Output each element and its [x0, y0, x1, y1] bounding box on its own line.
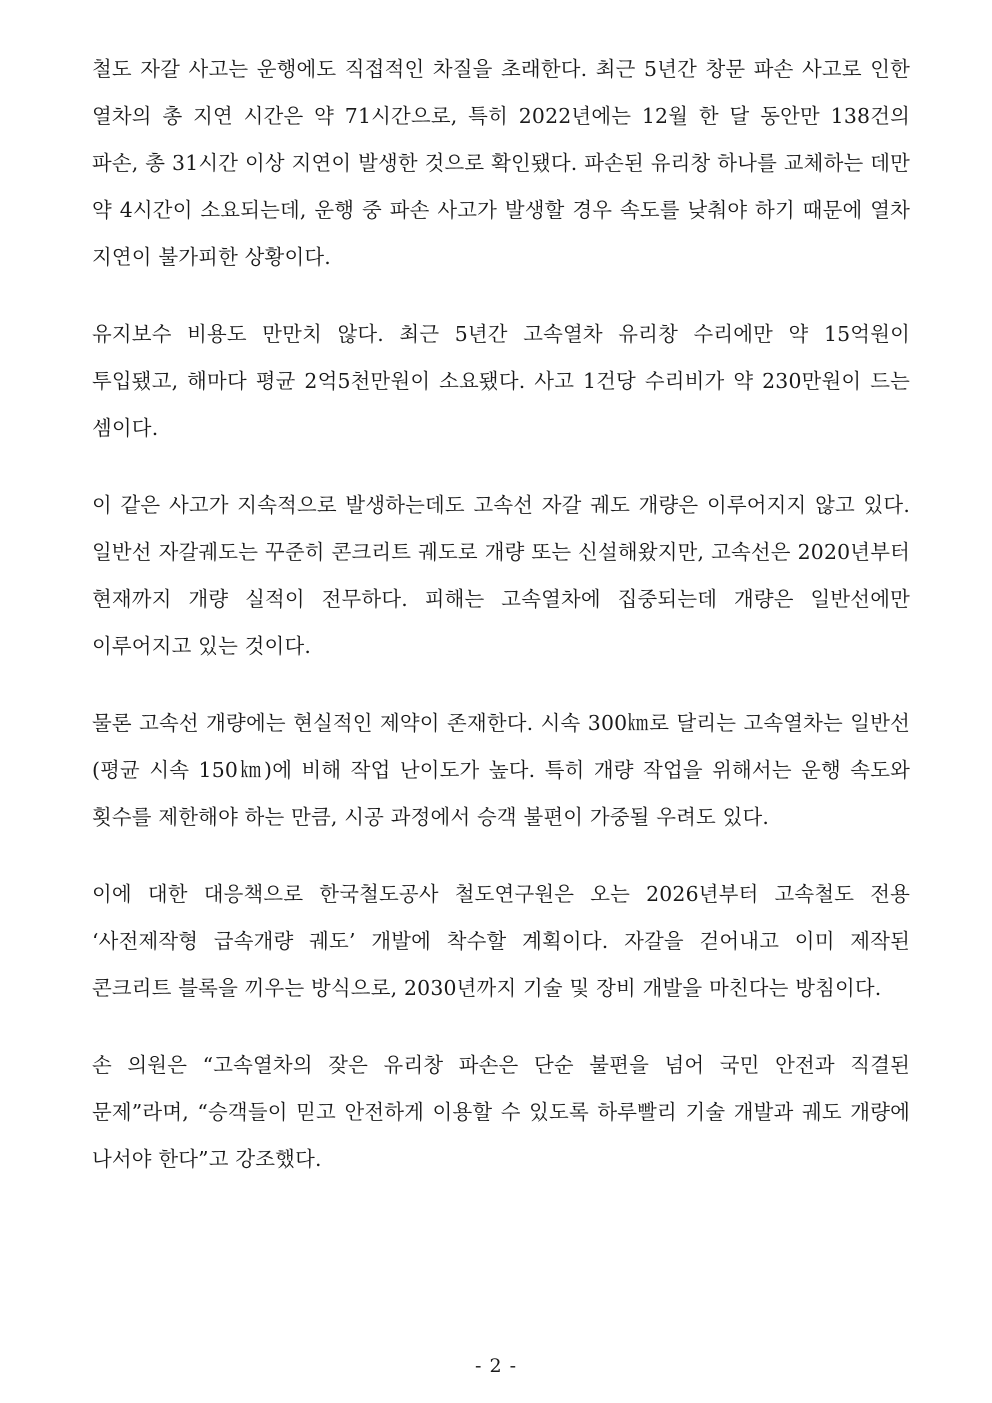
paragraph: 유지보수 비용도 만만치 않다. 최근 5년간 고속열차 유리창 수리에만 약 15억원이 투입됐고, 해마다 평균 2억5천만원이 소요됐다. 사고 1건당 수리비가 약 230만원이 드는 셈이다.: [92, 322, 910, 440]
paragraph: 이에 대한 대응책으로 한국철도공사 철도연구원은 오는 2026년부터 고속철도 전용 ‘사전제작형 급속개량 궤도’ 개발에 착수할 계획이다. 자갈을 걷어내고 이미 제작된 콘크리트 블록을 끼우는 방식으로, 2030년까지 기술 및 장비 개발을 마친다는 방침이다.: [92, 882, 910, 1000]
paragraph: 손 의원은 “고속열차의 잦은 유리창 파손은 단순 불편을 넘어 국민 안전과 직결된 문제”라며, “승객들이 믿고 안전하게 이용할 수 있도록 하루빨리 기술 개발과 궤도 개량에 나서야 한다”고 강조했다.: [92, 1053, 910, 1171]
paragraph: 물론 고속선 개량에는 현실적인 제약이 존재한다. 시속 300㎞로 달리는 고속열차는 일반선(평균 시속 150㎞)에 비해 작업 난이도가 높다. 특히 개량 작업을 위해서는 운행 속도와 횟수를 제한해야 하는 만큼, 시공 과정에서 승객 불편이 가중될 우려도 있다.: [92, 711, 910, 829]
page-number: - 2 -: [474, 1355, 517, 1377]
paragraph: 철도 자갈 사고는 운행에도 직접적인 차질을 초래한다. 최근 5년간 창문 파손 사고로 인한 열차의 총 지연 시간은 약 71시간으로, 특히 2022년에는 12월 한 달 동안만 138건의 파손, 총 31시간 이상 지연이 발생한 것으로 확인됐다. 파손된 유리창 하나를 교체하는 데만 약 4시간이 소요되는데, 운행 중 파손 사고가 발생할 경우 속도를 낮춰야 하기 때문에 열차 지연이 불가피한 상황이다.: [92, 57, 910, 269]
document-body: [92, 46, 910, 1183]
paragraph: 이 같은 사고가 지속적으로 발생하는데도 고속선 자갈 궤도 개량은 이루어지지 않고 있다. 일반선 자갈궤도는 꾸준히 콘크리트 궤도로 개량 또는 신설해왔지만, 고속선은 2020년부터 현재까지 개량 실적이 전무하다. 피해는 고속열차에 집중되는데 개량은 일반선에만 이루어지고 있는 것이다.: [92, 493, 910, 658]
